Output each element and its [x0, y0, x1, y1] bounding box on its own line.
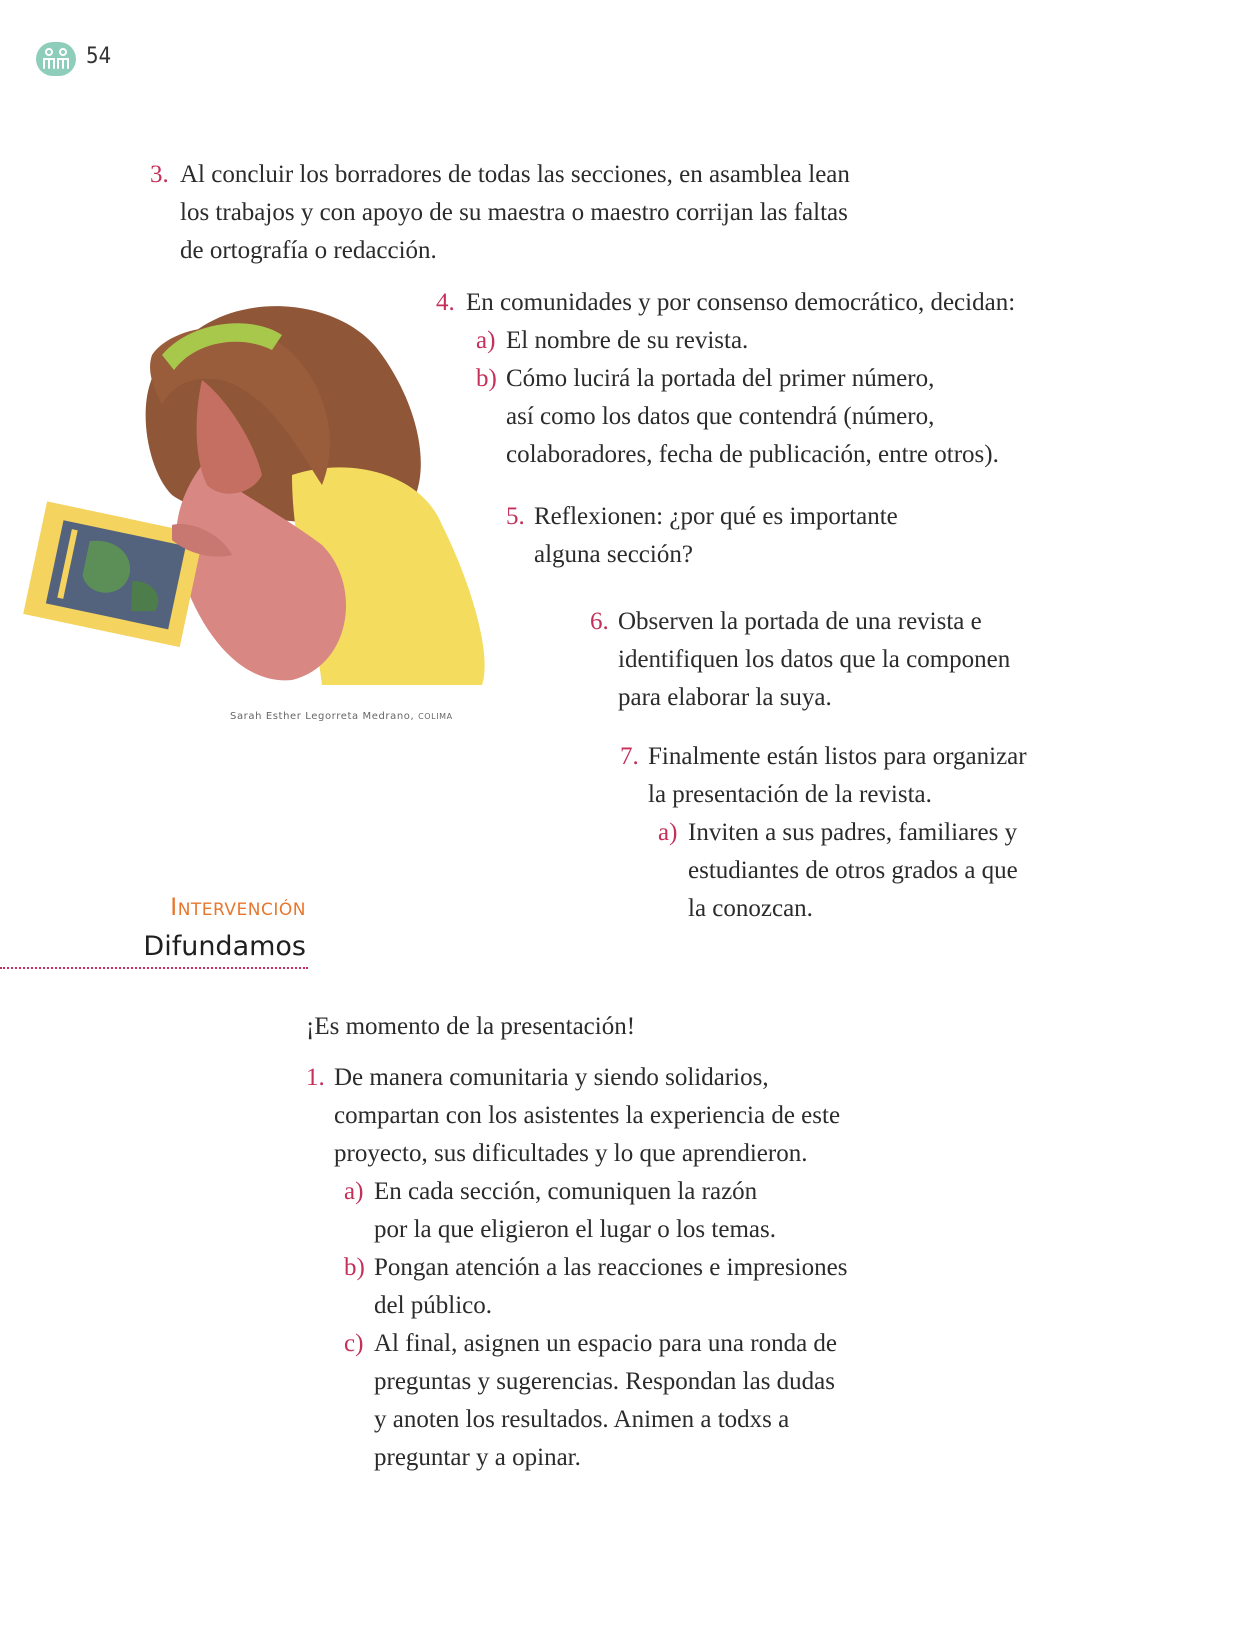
page-number: 54: [86, 44, 112, 69]
step-text-line: Reflexionen: ¿por qué es importante: [534, 503, 898, 530]
substep-a: [344, 1173, 847, 1249]
substep-text-line: la conozcan.: [688, 895, 813, 922]
illustrator-name: Sarah Esther Legorreta Medrano,: [230, 711, 415, 722]
step-number: 3.: [150, 161, 169, 188]
step-text-line: compartan con los asistentes la experiencia de este: [334, 1102, 841, 1129]
substep-a: [476, 322, 1015, 360]
step-number: 5.: [506, 503, 525, 530]
step-text-line: la presentación de la revista.: [648, 781, 932, 808]
substep-text-line: Cómo lucirá la portada del primer número,: [506, 365, 935, 392]
step-text-line: de ortografía o redacción.: [180, 237, 437, 264]
step-text-line: identifiquen los datos que la componen: [618, 646, 1011, 673]
step-text-line: alguna sección?: [534, 541, 693, 568]
substep-b: [344, 1249, 847, 1325]
illustrator-place: COLIMA: [418, 712, 453, 721]
substep-text-line: colaboradores, fecha de publicación, entre otros).: [506, 441, 999, 468]
step-3: [150, 156, 850, 270]
step-6: [590, 603, 1010, 717]
substep-text-line: Inviten a sus padres, familiares y: [688, 819, 1018, 846]
step-text-line: los trabajos y con apoyo de su maestra o maestro corrijan las faltas: [180, 199, 848, 226]
final-step-1: [306, 1059, 847, 1477]
substep-text-line: y anoten los resultados. Animen a todxs a: [374, 1406, 790, 1433]
illustration-caption: [230, 711, 453, 722]
step-text-line: para elaborar la suya.: [618, 684, 832, 711]
substep-text-line: El nombre de su revista.: [506, 327, 749, 354]
substep-text-line: del público.: [374, 1292, 493, 1319]
step-text-line: Finalmente están listos para organizar: [648, 743, 1027, 770]
substep-label: a): [476, 327, 496, 354]
substep-label: a): [344, 1178, 364, 1205]
substep-text-line: así como los datos que contendrá (número,: [506, 403, 935, 430]
step-text-line: Al concluir los borradores de todas las secciones, en asamblea lean: [180, 161, 850, 188]
substep-a: [658, 814, 1027, 928]
substep-text-line: estudiantes de otros grados a que: [688, 857, 1018, 884]
section-title: Difundamos: [143, 931, 306, 962]
section-divider: [0, 967, 308, 969]
substep-label: b): [476, 365, 497, 392]
step-text-line: En comunidades y por consenso democrático, decidan:: [466, 289, 1016, 316]
substep-text-line: Pongan atención a las reacciones e impresiones: [374, 1254, 848, 1281]
illustration-girl-reading-magazine: [22, 285, 502, 695]
substep-label: a): [658, 819, 678, 846]
step-number: 4.: [436, 289, 455, 316]
substep-label: b): [344, 1254, 365, 1281]
step-text-line: proyecto, sus dificultades y lo que aprendieron.: [334, 1140, 808, 1167]
step-text-line: Observen la portada de una revista e: [618, 608, 982, 635]
substep-text-line: Al final, asignen un espacio para una ronda de: [374, 1330, 838, 1357]
substep-text-line: preguntar y a opinar.: [374, 1444, 581, 1471]
substep-text-line: En cada sección, comuniquen la razón: [374, 1178, 758, 1205]
step-4: [436, 284, 1015, 474]
step-text-line: De manera comunitaria y siendo solidarios,: [334, 1064, 769, 1091]
step-number: 7.: [620, 743, 639, 770]
substep-b: [476, 360, 1015, 474]
substep-label: c): [344, 1330, 364, 1357]
step-number: 6.: [590, 608, 609, 635]
community-icon: [36, 42, 76, 76]
substep-text-line: preguntas y sugerencias. Respondan las dudas: [374, 1368, 835, 1395]
step-number: 1.: [306, 1064, 325, 1091]
intro-text: ¡Es momento de la presentación!: [306, 1013, 636, 1040]
step-5: [506, 498, 898, 574]
step-7: [620, 738, 1027, 928]
substep-c: [344, 1325, 847, 1477]
substep-text-line: por la que eligieron el lugar o los temas.: [374, 1216, 776, 1243]
section-kicker: Intervención: [170, 893, 306, 921]
